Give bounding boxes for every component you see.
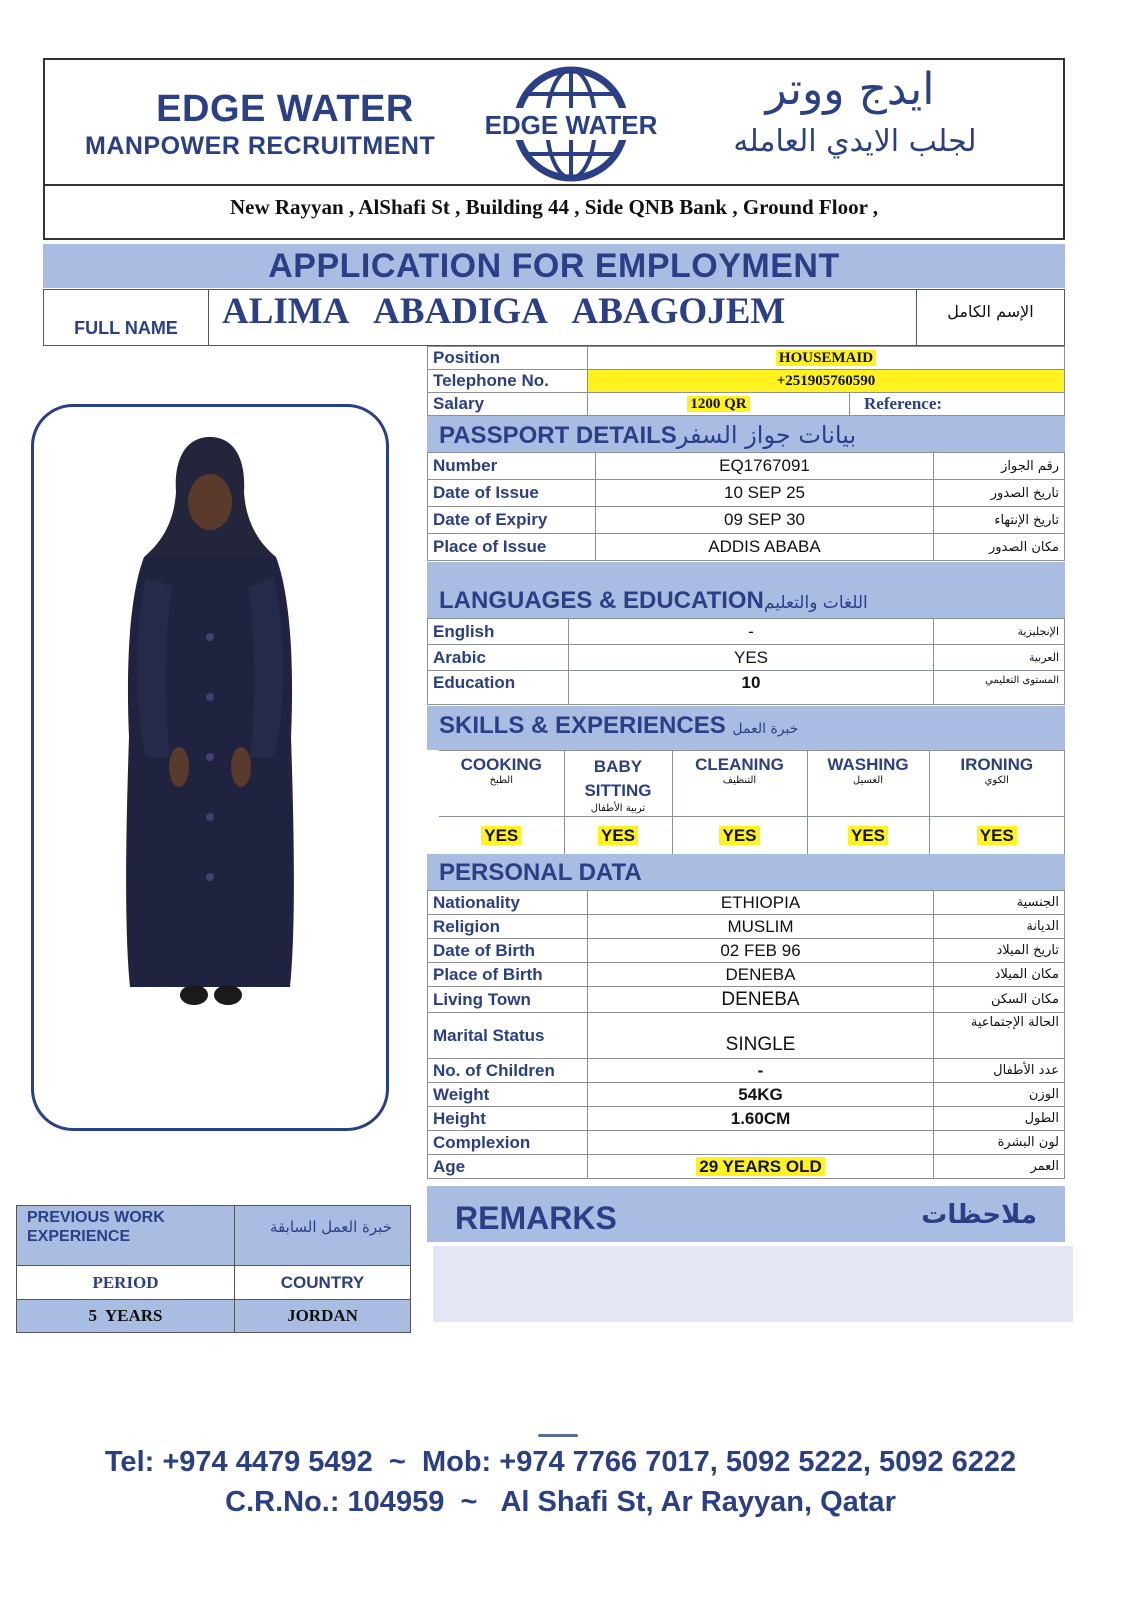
languages-section-title: [427, 562, 1065, 618]
skill-cooking-value: YES: [433, 817, 564, 855]
place-of-issue-label-ar: مكان الصدور: [934, 534, 1065, 561]
children-label: No. of Children: [428, 1059, 588, 1083]
passport-title-en: PASSPORT DETAILS: [439, 422, 677, 449]
date-of-birth-label-ar: تاريخ الميلاد: [934, 939, 1065, 963]
skills-table: [427, 750, 1065, 855]
complexion-value: [588, 1131, 934, 1155]
english-label-ar: الإنجليزية: [934, 619, 1065, 645]
table-row: [428, 480, 1065, 507]
arabic-value: YES: [569, 645, 934, 671]
table-row: [428, 1107, 1065, 1131]
table-row: [428, 453, 1065, 480]
footer-contact: Tel: +974 4479 5492 ~ Mob: +974 7766 7017, 5092 5222, 5092 6222: [104, 1446, 1017, 1478]
weight-label-ar: الوزن: [934, 1083, 1065, 1107]
table-row: [428, 645, 1065, 671]
country-value: JORDAN: [235, 1300, 411, 1333]
date-of-birth-value: 02 FEB 96: [588, 939, 934, 963]
experience-table: [16, 1205, 411, 1333]
table-row: [428, 987, 1065, 1013]
full-name-label: FULL NAME: [44, 290, 209, 345]
company-subtitle-ar: لجلب الايدي العامله: [733, 124, 977, 159]
complexion-label: Complexion: [428, 1131, 588, 1155]
table-row: [428, 915, 1065, 939]
experience-title: PREVIOUS WORK EXPERIENCE: [17, 1206, 235, 1266]
salary-label: Salary: [428, 393, 588, 416]
applicant-figure: [34, 407, 386, 1128]
age-label: Age: [428, 1155, 588, 1179]
marital-status-label: Marital Status: [428, 1013, 588, 1059]
skill-washing: WASHING الغسيل: [807, 751, 929, 817]
children-value: -: [588, 1059, 934, 1083]
date-of-expiry-label: Date of Expiry: [428, 507, 596, 534]
skill-washing-value: YES: [807, 817, 929, 855]
table-row: [428, 1059, 1065, 1083]
passport-number-value: EQ1767091: [596, 453, 934, 480]
table-row: [428, 963, 1065, 987]
passport-number-label-ar: رقم الجواز: [934, 453, 1065, 480]
english-label: English: [428, 619, 569, 645]
experience-header-row: [17, 1206, 411, 1266]
place-of-birth-label-ar: مكان الميلاد: [934, 963, 1065, 987]
education-label-ar: المستوى التعليمي: [934, 671, 1065, 705]
languages-title-en: LANGUAGES & EDUCATION: [439, 587, 764, 614]
skills-title-ar: خبرة العمل: [732, 721, 799, 737]
children-label-ar: عدد الأطفال: [934, 1059, 1065, 1083]
weight-value: 54KG: [588, 1083, 934, 1107]
languages-table: [427, 618, 1065, 705]
education-label: Education: [428, 671, 569, 705]
footer-divider: [538, 1434, 578, 1437]
country-label: COUNTRY: [235, 1266, 411, 1300]
skill-ironing-value: YES: [929, 817, 1065, 855]
place-of-issue-label: Place of Issue: [428, 534, 596, 561]
date-of-issue-value: 10 SEP 25: [596, 480, 934, 507]
job-details-table: [427, 346, 1065, 416]
skills-section-title: [427, 706, 1065, 750]
remarks-label: REMARKS: [455, 1200, 617, 1236]
skill-baby-sitting-value: YES: [564, 817, 672, 855]
arabic-label: Arabic: [428, 645, 569, 671]
salary-value: 1200 QR: [588, 393, 850, 416]
date-of-issue-label: Date of Issue: [428, 480, 596, 507]
company-address: New Rayyan , AlShafi St , Building 44 , Side QNB Bank , Ground Floor ,: [43, 186, 1065, 240]
table-row: [428, 507, 1065, 534]
arabic-label-ar: العربية: [934, 645, 1065, 671]
remarks-header: [427, 1186, 1065, 1242]
skills-header-row: [433, 751, 1065, 817]
height-label: Height: [428, 1107, 588, 1131]
date-of-birth-label: Date of Birth: [428, 939, 588, 963]
passport-table: [427, 452, 1065, 561]
experience-labels-row: [17, 1266, 411, 1300]
age-value: 29 YEARS OLD: [588, 1155, 934, 1179]
table-row: [428, 1013, 1065, 1059]
telephone-label: Telephone No.: [428, 370, 588, 393]
skill-ironing: IRONING الكوي: [929, 751, 1065, 817]
telephone-value: +251905760590: [588, 370, 1065, 393]
full-name-value: ALIMA ABADIGA ABAGOJEM: [222, 291, 786, 332]
table-row: [428, 1131, 1065, 1155]
complexion-label-ar: لون البشرة: [934, 1131, 1065, 1155]
place-of-birth-value: DENEBA: [588, 963, 934, 987]
personal-section-title: PERSONAL DATA: [427, 854, 1065, 890]
skill-baby-sitting: BABY SITTING تربية الأطفال: [564, 751, 672, 817]
date-of-expiry-value: 09 SEP 30: [596, 507, 934, 534]
experience-values-row: [17, 1300, 411, 1333]
religion-label-ar: الديانة: [934, 915, 1065, 939]
age-label-ar: العمر: [934, 1155, 1065, 1179]
english-value: -: [569, 619, 934, 645]
skills-title-en: SKILLS & EXPERIENCES: [439, 712, 726, 739]
nationality-value: ETHIOPIA: [588, 891, 934, 915]
marital-status-value: SINGLE: [588, 1013, 934, 1059]
period-label: PERIOD: [17, 1266, 235, 1300]
height-value: 1.60CM: [588, 1107, 934, 1131]
height-label-ar: الطول: [934, 1107, 1065, 1131]
form-title: APPLICATION FOR EMPLOYMENT: [43, 244, 1065, 288]
full-name-row: [43, 289, 1065, 346]
company-subtitle-en: MANPOWER RECRUITMENT: [85, 132, 436, 160]
company-name-ar: ايدج ووتر: [765, 64, 935, 115]
logo-text: EDGE WATER: [484, 110, 658, 140]
table-row: [428, 1083, 1065, 1107]
languages-title-ar: اللغات والتعليم: [763, 593, 868, 613]
table-row: [428, 534, 1065, 561]
skill-cooking: COOKING الطبخ: [433, 751, 564, 817]
table-row: [428, 1155, 1065, 1179]
personal-table: [427, 890, 1065, 1179]
passport-title-ar: بيانات جواز السفر: [676, 421, 857, 449]
weight-label: Weight: [428, 1083, 588, 1107]
religion-value: MUSLIM: [588, 915, 934, 939]
period-value: 5 YEARS: [17, 1300, 235, 1333]
living-town-label: Living Town: [428, 987, 588, 1013]
company-logo: [482, 64, 660, 184]
place-of-issue-value: ADDIS ABABA: [596, 534, 934, 561]
experience-title-ar: خبرة العمل السابقة: [235, 1206, 411, 1266]
place-of-birth-label: Place of Birth: [428, 963, 588, 987]
table-row: [428, 939, 1065, 963]
education-value: 10: [569, 671, 934, 705]
living-town-label-ar: مكان السكن: [934, 987, 1065, 1013]
remarks-box: [433, 1246, 1073, 1322]
remarks-label-ar: ملاحظات: [921, 1200, 1037, 1230]
table-row: [428, 891, 1065, 915]
living-town-value: DENEBA: [588, 987, 934, 1013]
marital-status-label-ar: الحالة الإجتماعية: [934, 1013, 1065, 1059]
date-of-issue-label-ar: تاريخ الصدور: [934, 480, 1065, 507]
applicant-photo: [31, 404, 389, 1131]
skill-cleaning-value: YES: [672, 817, 807, 855]
position-label: Position: [428, 347, 588, 370]
skill-cleaning: CLEANING التنظيف: [672, 751, 807, 817]
skills-values-row: [433, 817, 1065, 855]
nationality-label: Nationality: [428, 891, 588, 915]
table-row: [428, 619, 1065, 645]
position-value: HOUSEMAID: [588, 347, 1065, 370]
date-of-expiry-label-ar: تاريخ الإنتهاء: [934, 507, 1065, 534]
passport-section-title: [427, 416, 1065, 452]
footer-address: C.R.No.: 104959 ~ Al Shafi St, Ar Rayyan, Qatar: [225, 1486, 896, 1518]
religion-label: Religion: [428, 915, 588, 939]
company-name-en: EDGE WATER: [156, 88, 414, 130]
passport-number-label: Number: [428, 453, 596, 480]
reference-label: Reference:: [850, 393, 1065, 416]
nationality-label-ar: الجنسية: [934, 891, 1065, 915]
table-row: [428, 671, 1065, 705]
letterhead: [43, 58, 1065, 186]
full-name-label-ar: الإسم الكامل: [916, 290, 1064, 345]
